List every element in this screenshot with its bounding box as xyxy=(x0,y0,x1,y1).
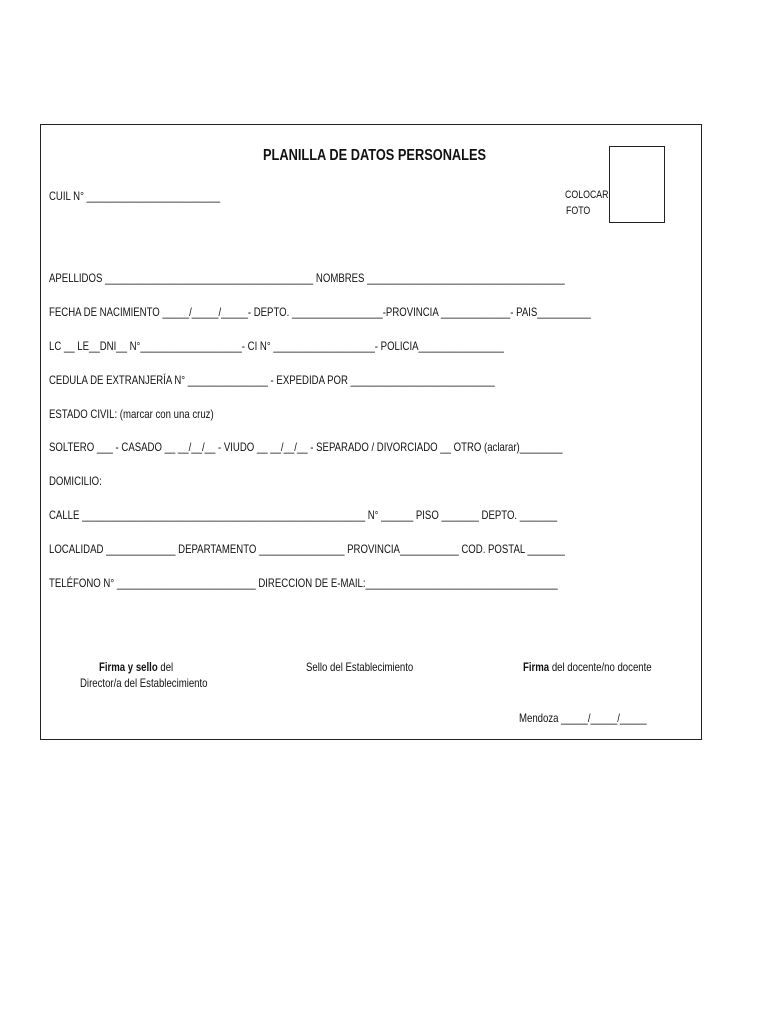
apellidos-nombres-row[interactable]: APELLIDOS _______________________________________ NOMBRES _____________________________________ xyxy=(49,271,565,285)
firma-director-line1 xyxy=(99,660,173,674)
personal-data-form xyxy=(40,124,702,740)
cuil-field[interactable]: CUIL N° _________________________ xyxy=(49,189,221,203)
photo-label-line2: FOTO xyxy=(566,205,591,217)
firma-docente-bold: Firma xyxy=(523,660,550,674)
sello-establecimiento: Sello del Establecimiento xyxy=(306,660,414,674)
photo-box xyxy=(609,146,665,223)
fecha-nacimiento-row[interactable]: FECHA DE NACIMIENTO _____/_____/_____- DEPTO. _________________-PROVINCIA _____________- PAIS__________ xyxy=(49,305,591,319)
documento-row[interactable]: LC __ LE__DNI__ N°___________________- CI N° ___________________- POLICIA________________ xyxy=(49,339,504,353)
estado-civil-label: ESTADO CIVIL: (marcar con una cruz) xyxy=(49,407,214,421)
cedula-extranjeria-row[interactable]: CEDULA DE EXTRANJERÍA N° _______________ - EXPEDIDA POR ___________________________ xyxy=(49,373,495,387)
form-title: PLANILLA DE DATOS PERSONALES xyxy=(263,147,487,164)
firma-docente-rest: del docente/no docente xyxy=(549,660,652,674)
calle-row[interactable]: CALLE _____________________________________________________ N° ______ PISO _______ DEPTO. _______ xyxy=(49,508,558,522)
estado-civil-options-row[interactable]: SOLTERO ___ - CASADO __ __/__/__ - VIUDO __ __/__/__ - SEPARADO / DIVORCIADO __ OTRO (aclarar)________ xyxy=(49,440,563,454)
firma-director-rest: del xyxy=(157,660,174,674)
localidad-row[interactable]: LOCALIDAD _____________ DEPARTAMENTO ________________ PROVINCIA___________ COD. POSTAL _______ xyxy=(49,542,565,556)
photo-label-line1: COLOCAR xyxy=(565,189,609,201)
firma-director-bold: Firma y sello xyxy=(99,660,158,674)
firma-docente xyxy=(523,660,652,674)
firma-director-line2: Director/a del Establecimiento xyxy=(80,676,208,690)
domicilio-label: DOMICILIO: xyxy=(49,474,102,488)
telefono-email-row[interactable]: TELÉFONO N° __________________________ DIRECCION DE E-MAIL:____________________________________ xyxy=(49,576,558,590)
lugar-fecha[interactable]: Mendoza _____/_____/_____ xyxy=(519,711,647,725)
